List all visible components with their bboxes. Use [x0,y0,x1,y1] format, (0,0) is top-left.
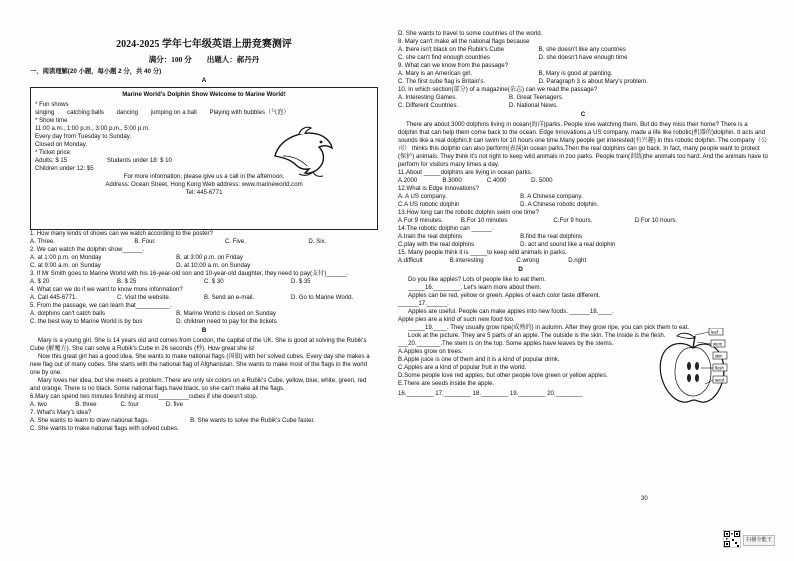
option: C. four [120,400,139,408]
exam-subtitle: 满分：100 分 出题人：郝丹丹 [148,55,260,65]
option: A. Call 445-6771. [30,294,78,302]
question-5-options-b [30,318,378,326]
option: B.find the real dolphins [520,233,583,241]
option: A. A US company. [398,193,447,201]
question-1-options [30,238,378,246]
option: B.3000 [442,176,462,184]
option: B. $ 25 [117,278,137,286]
question-14-options-b [398,241,768,249]
question-2: 2. We can watch the dolphin show______. [30,245,145,253]
poster-times: 11:00 a.m., 1:00 p.m., 3:00 p.m., 5:00 p.m. [35,124,150,132]
price-children: Children under 12: $5 [35,165,94,173]
apple-label: leaf [711,329,718,335]
apple-label: stem [713,341,723,347]
option: D. National News. [509,102,558,110]
option: B. She wants to solve the Rubik's Cube faster. [190,416,315,424]
option: A. Interesting Games. [398,94,457,102]
question-9-options [398,70,768,78]
option: B. she doesn't like any countries [538,46,626,54]
option: D. Paragraph 3 is about Mary's problem. [538,78,648,86]
question-8-options-b [398,54,768,62]
question-8-options [398,46,768,54]
answer-blanks: 16.________ 17.________ 18.________ 19.________ 20.________ [398,390,583,398]
option: C.4000 [486,176,507,184]
poster-activities [35,109,373,117]
activity-item: singing [35,108,55,116]
option: B. Great Teenagers. [509,94,564,102]
question-5-options [30,310,378,318]
passage-d-option: A.Apples grow on trees. [398,348,463,356]
question-10: 10. In which section(部分) of a magazine(杂志) can we read the passage? [398,86,598,94]
option: B. Four. [134,237,156,245]
option: A. She wants to learn to draw national flags. [30,416,149,424]
passage-d-option: C.Apples are a kind of popular fruit in the world. [398,364,527,372]
price-students: Students under 18: $ 10 [106,157,172,165]
option: C. at 9:00 a.m. on Sunday [30,261,101,269]
section-heading: 一、阅读理解(20 小题，每小题 2 分，共 40 分) [30,68,162,76]
option: A. two [30,400,47,408]
option: B.For 10 minutes [460,217,508,225]
option: C. $ 30 [204,278,224,286]
option: A. dolphins can't catch balls [30,310,106,318]
passage-c-paragraph: There are about 3000 dolphins living in ocean(海洋)parks. People love watching them. But do they miss their home? There is a dolphin that can help them come back to the ocean. Edge Innovations,a US company, made a life like robotic(机器的)dolphin. It acts and sounds like a real dolphin.It can swim for 10 hours one time.Many people get interested(有兴趣) in this robotic dolphin. The company（公司） thinks this dolphin can also perform(表演)in ocean parks.Then the real dolphins can go back. In fact, many people want to protect (保护) animals. They think it's not right to keep wild animals in zoo parks. People train(训练)the animals too hard. And the animals have to perform for visitors many times a day. [398,120,768,168]
option: D. 5000 [531,176,553,184]
option: C. The first cube flag is Britain's. [398,78,486,86]
passage-a-letter: A [201,77,207,85]
option: B. A Chinese company. [520,193,583,201]
apple-label: skin [715,353,723,359]
option: D. children need to pay for the tickets [176,318,277,326]
dolphin-illustration [269,126,337,178]
option: D. Six. [308,237,327,245]
passage-d-line: _____16.________. Let's learn more about them. [408,283,542,291]
option: A. Three. [30,237,55,245]
poster-title: Marine World's Dolphin Show Welcome to Marine World! [122,90,286,98]
option: D. she doesn't have enough time [538,54,628,62]
question-14: 14.The robotic dolphin can ______. [398,225,494,233]
option: C. Different Countries. [398,102,459,110]
poster-tel: Tel: 445-6771 [185,189,223,197]
passage-d-line: Look at the picture. They are 5 parts of an apple. The outside is the skin. The inside is the flesh. [408,332,666,339]
option: C. Five. [224,237,246,245]
question-12: 12.What is Edge Innovations? [398,185,479,193]
option: A. $ 20 [30,278,50,286]
question-9-options-b [398,78,768,86]
option: D. She wants to travel to some countries of the world. [398,30,543,37]
question-3: 3. If Mr Smith goes to Marine World with his 16-year-old son and 10-year-old daughter, they need to pay(支付)______. [30,269,349,277]
passage-d-line: ______17.______. [398,299,449,307]
option: D. Go to Marine World. [291,294,354,302]
question-5: 5. From the passage, we can learn that__________. [30,302,172,310]
passage-d-line: Do you like apples? Lots of people like to eat them. [408,275,546,283]
passage-b-paragraph: Mary loves her idea, but she meets a problem. There are only six colors on a Rubik's Cube, yellow, blue, white, green, red and orange. There is no black. Some national flags have black, so she can't make all the flags. [30,376,367,392]
passage-d-line: Apples can be red, yellow or green. Apples of each color taste different. [408,291,601,299]
option: A.2000 [398,176,418,184]
passage-d-text [398,276,660,324]
passage-b-letter: B [201,327,207,335]
passage-a-questions [30,230,378,326]
activity-item: Playing with bubbles（气泡） [209,108,290,116]
option: B.interesting [449,257,484,265]
question-2-options [30,254,378,262]
option: B. at 3:00 p.m. on Friday [176,253,243,261]
question-3-options [30,278,378,286]
poster-ticket-label: * Ticket price: [35,149,72,157]
question-14-options [398,233,768,241]
apple-diagram [655,328,733,408]
option: A.train the real dolphins [398,233,463,241]
option: C.play with the real dolphins [398,241,475,249]
option: C. the best way to Marine World is by bus [30,318,143,326]
activity-item: dancing [116,108,139,116]
question-2-options-b [30,262,378,270]
option: D. at 10:00 a.m. on Sunday [176,261,251,269]
activity-item: jumping on a ball [150,108,197,116]
poster-show-time-label: * Show time [35,116,68,124]
question-7-options [30,417,378,425]
scanner-watermark: 扫描全能王 [743,535,775,546]
passage-d-option: D.Some people love red apples, but other people love green or yellow apples. [398,372,608,380]
question-10-options [398,94,768,102]
poster-address: Address: Ocean Street, Hong Kong Web address: www.marineworld.com [105,181,303,189]
option: A.difficult [398,257,423,265]
option: D. five [165,400,183,408]
option: B. Marine World is closed on Sunday [176,310,276,318]
option: B. three [75,400,97,408]
dolphin-show-poster [30,87,378,230]
option: C. Visit the website. [117,294,171,302]
option: D. $ 35 [291,278,311,286]
passage-b-paragraph: Now this great girl has a good idea. She wants to make national flags (国旗) with her solved cubes. Every day she makes a new flag out of many cubes. She starts with the national flag of Afghanistan. She wants to make most of the flags in the world one by one. [30,352,370,376]
passage-c-letter: C [580,111,586,119]
question-11: 11.About _____dolphins are living in ocean parks. [398,168,533,176]
poster-closed: Closed on Monday. [35,141,88,149]
option: D.right [568,257,587,265]
exam-title: 2024-2025 学年七年级英语上册竞赛测评 [116,39,292,50]
option: C. she can't find enough countries [398,54,490,62]
left-column [30,32,378,433]
question-4-options [30,294,378,302]
option: C.For 9 hours. [553,217,593,225]
passage-d-line: _____19.____. They usually grow ripe(成熟的) in autumn. After they grow ripe, you can pick them to eat. [408,323,690,331]
question-12-options [398,193,768,201]
question-15: 15. Many people think it is _____to keep wild animals in parks. [398,249,567,257]
poster-info: For more information, please give us a call in the afternoon. [123,173,285,181]
option: D. A Chinese robotic dolphin. [520,201,599,209]
passage-d-option: B.Apple juice is one of them and it is a kind of popular drink. [398,356,560,364]
passage-d-line: Apple pies are a kind of such new food too. [398,315,515,323]
question-12-options-b [398,201,768,209]
price-adults: Adults: $ 15 [35,157,68,165]
option: C.A US robotic dolphin [398,201,460,209]
question-9: 9. What can we know from the passage? [398,62,509,70]
page-number: 30 [641,496,648,502]
option: A. at 1:00 p.m. on Monday [30,253,102,261]
passage-b-paragraph: Mary is a young girl. She is 14 years old and comes from London, the capital of the UK. She is good at solving the Rubik's Cube (解魔方). She can solve a Rubik's Cube in 26 seconds (秒). How great she is! [30,336,367,352]
passage-d-line: ___20._______.The stem is on the top. Some apples have leaves by the stems. [398,340,614,348]
option: C.wrong [516,257,540,265]
question-7: 7. What's Mary's idea? [30,408,92,416]
question-6: 6.Mary can spend two minutes finishing at most_________cubes if she doesn't stop. [30,392,258,400]
option: D. act and sound like a real dolphin [520,241,616,249]
passage-d-option: E.There are seeds inside the apple. [398,380,495,388]
question-15-options [398,257,768,265]
poster-fun-shows-label: * Fun shows [35,100,69,108]
option: B. Send an e-mail. [204,294,255,302]
question-4: 4. What can we do if we want to know more information? [30,286,183,294]
option: B. Mary is good at painting. [538,70,613,78]
apple-label: flesh [715,365,724,371]
question-11-options [398,177,768,185]
passage-d-letter: D [518,266,523,274]
question-6-options [30,401,378,409]
option: A. there isn't black on the Rubik's Cube [398,46,504,54]
question-1: 1. How many kinds of shows can we watch according to the poster? [30,229,213,237]
option: D.For 10 hours. [634,217,678,225]
option: C. She wants to make national flags with solved cubes. [30,425,179,432]
poster-days: Every day from Tuesday to Sunday. [35,132,132,140]
apple-label: seed [715,377,725,383]
question-10-options-b [398,102,768,110]
qr-code-icon [723,530,741,548]
activity-item: catching balls [67,108,104,116]
question-13-options [398,217,768,225]
passage-d-line: Apples are useful. People can make apples into new foods. ______18.____. [408,307,614,315]
question-8: 8. Mary can't make all the national flags because [398,38,530,46]
option: A. Mary is an American girl. [398,70,473,78]
question-13: 13.How long can the robotic dolphin swim one time? [398,209,539,217]
option: A.For 9 minutes. [398,217,443,225]
